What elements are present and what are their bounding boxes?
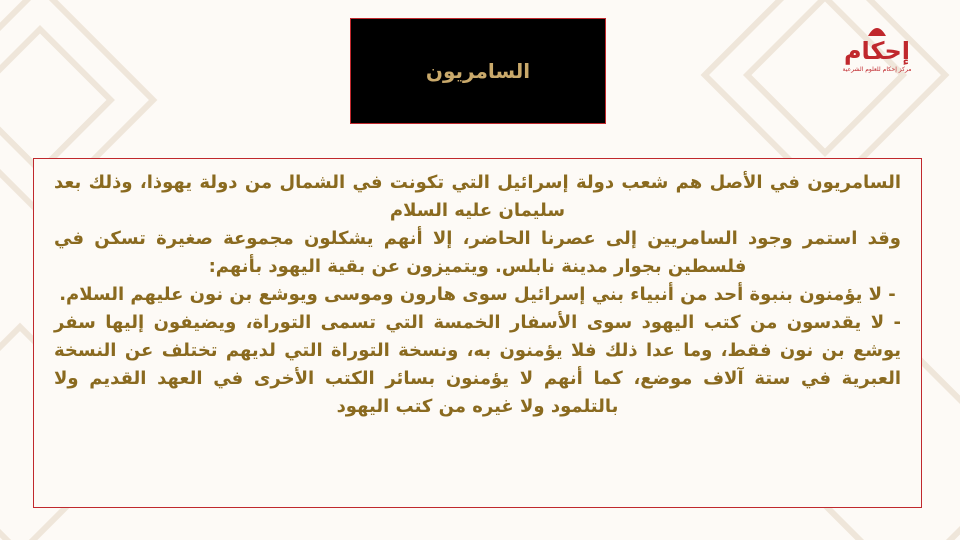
paragraph-2: وقد استمر وجود السامريين إلى عصرنا الحاضر، إلا أنهم يشكلون مجموعة صغيرة تسكن في فلسطين بجوار مدينة نابلس. ويتميزون عن بقية اليهود بأنهم: xyxy=(54,228,901,277)
logo-subtitle: مركز إحكام للعلوم الشرعية xyxy=(842,66,912,73)
logo-mark: إحكام xyxy=(843,37,911,65)
paragraph-3: - لا يؤمنون بنبوة أحد من أنبياء بني إسرائيل سوى هارون وموسى ويوشع بن نون عليهم السلام. xyxy=(59,284,896,305)
paragraph-4: - لا يقدسون من كتب اليهود سوى الأسفار الخمسة التي تسمى التوراة، ويضيفون إليها سفر يوشع بن نون فقط، وما عدا ذلك فلا يؤمنون به، ونسخة التوراة التي لديهم تختلف عن النسخة العبرية في ستة آلاف موضع، كما أنهم لا يؤمنون بسائر الكتب الأخرى في العهد القديم ولا بالتلمود ولا غيره من كتب اليهود xyxy=(54,312,901,417)
dome-icon xyxy=(866,24,888,36)
slide-title: السامريون xyxy=(425,59,531,83)
logo xyxy=(842,24,912,94)
content-box xyxy=(33,158,922,508)
paragraph-1: السامريون في الأصل هم شعب دولة إسرائيل التي تكونت في الشمال من دولة يهوذا، وذلك بعد سليمان عليه السلام xyxy=(54,172,901,221)
title-box xyxy=(350,18,606,124)
